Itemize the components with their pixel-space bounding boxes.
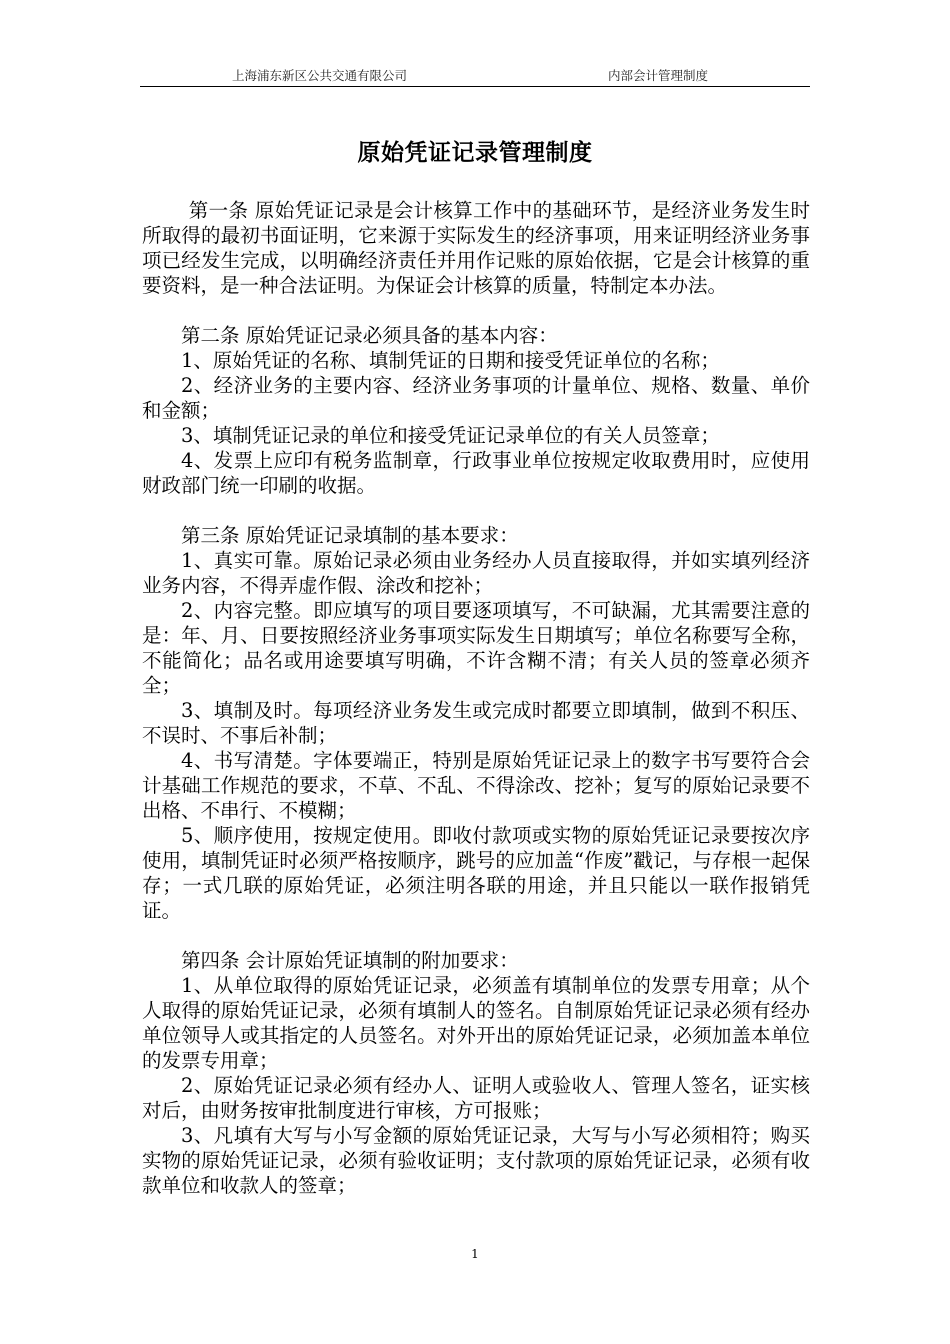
article-3-item: 2、内容完整。即应填写的项目要逐项填写，不可缺漏，尤其需要注意的是：年、月、日要按照经济业务事项实际发生日期填写；单位名称要写全称，不能简化；品名或用途要填写明确，不许含糊不清；有关人员的签章必须齐全； [142,599,810,697]
article-3-item: 1、真实可靠。原始记录必须由业务经办人员直接取得，并如实填列经济业务内容，不得弄虚作假、涂改和挖补； [142,549,810,597]
article-4-item: 2、原始凭证记录必须有经办人、证明人或验收人、管理人签名，证实核对后，由财务按审批制度进行审核，方可报账； [142,1074,810,1122]
article-4-item: 1、从单位取得的原始凭证记录，必须盖有填制单位的发票专用章；从个人取得的原始凭证记录，必须有填制人的签名。自制原始凭证记录必须有经办单位领导人或其指定的人员签名。对外开出的原始凭证记录，必须加盖本单位的发票专用章； [142,974,810,1072]
document-title: 原始凭证记录管理制度 [357,140,593,166]
document-body [142,198,810,1198]
header-doc-type: 内部会计管理制度 [608,68,709,83]
header-company: 上海浦东新区公共交通有限公司 [232,68,408,83]
paragraph-gap [142,298,810,323]
article-3-heading: 第三条 原始凭证记录填制的基本要求： [181,524,519,547]
article-2-item: 3、填制凭证记录的单位和接受凭证记录单位的有关人员签章； [181,424,720,447]
article-4-item: 3、凡填有大写与小写金额的原始凭证记录，大写与小写必须相符；购买实物的原始凭证记录，必须有验收证明；支付款项的原始凭证记录，必须有收款单位和收款人的签章； [142,1124,810,1197]
article-3-item: 3、填制及时。每项经济业务发生或完成时都要立即填制，做到不积压、不误时、不事后补制； [142,699,810,747]
article-3-item: 5、顺序使用，按规定使用。即收付款项或实物的原始凭证记录要按次序使用，填制凭证时必须严格按顺序，跳号的应加盖“作废”戳记，与存根一起保存；一式几联的原始凭证，必须注明各联的用途，并且只能以一联作报销凭证。 [142,824,810,922]
article-1-paragraph: 第一条 原始凭证记录是会计核算工作中的基础环节，是经济业务发生时所取得的最初书面证明，它来源于实际发生的经济事项，用来证明经济业务事项已经发生完成，以明确经济责任并用作记账的原始依据，它是会计核算的重要资料，是一种合法证明。为保证会计核算的质量，特制定本办法。 [142,199,810,297]
article-2-heading: 第二条 原始凭证记录必须具备的基本内容： [181,324,558,347]
article-4-heading: 第四条 会计原始凭证填制的附加要求： [181,949,519,972]
article-2-item: 4、发票上应印有税务监制章，行政事业单位按规定收取费用时，应使用财政部门统一印刷的收据。 [142,449,810,497]
article-3-item: 4、书写清楚。字体要端正，特别是原始凭证记录上的数字书写要符合会计基础工作规范的要求，不草、不乱、不得涂改、挖补；复写的原始记录要不出格、不串行、不模糊； [142,749,810,822]
paragraph-gap [142,923,810,948]
article-2-item: 2、经济业务的主要内容、经济业务事项的计量单位、规格、数量、单价和金额； [142,374,810,422]
article-2-item: 1、原始凭证的名称、填制凭证的日期和接受凭证单位的名称； [181,349,720,372]
paragraph-gap [142,498,810,523]
page-header [140,66,810,87]
page-number: 1 [471,1247,479,1261]
